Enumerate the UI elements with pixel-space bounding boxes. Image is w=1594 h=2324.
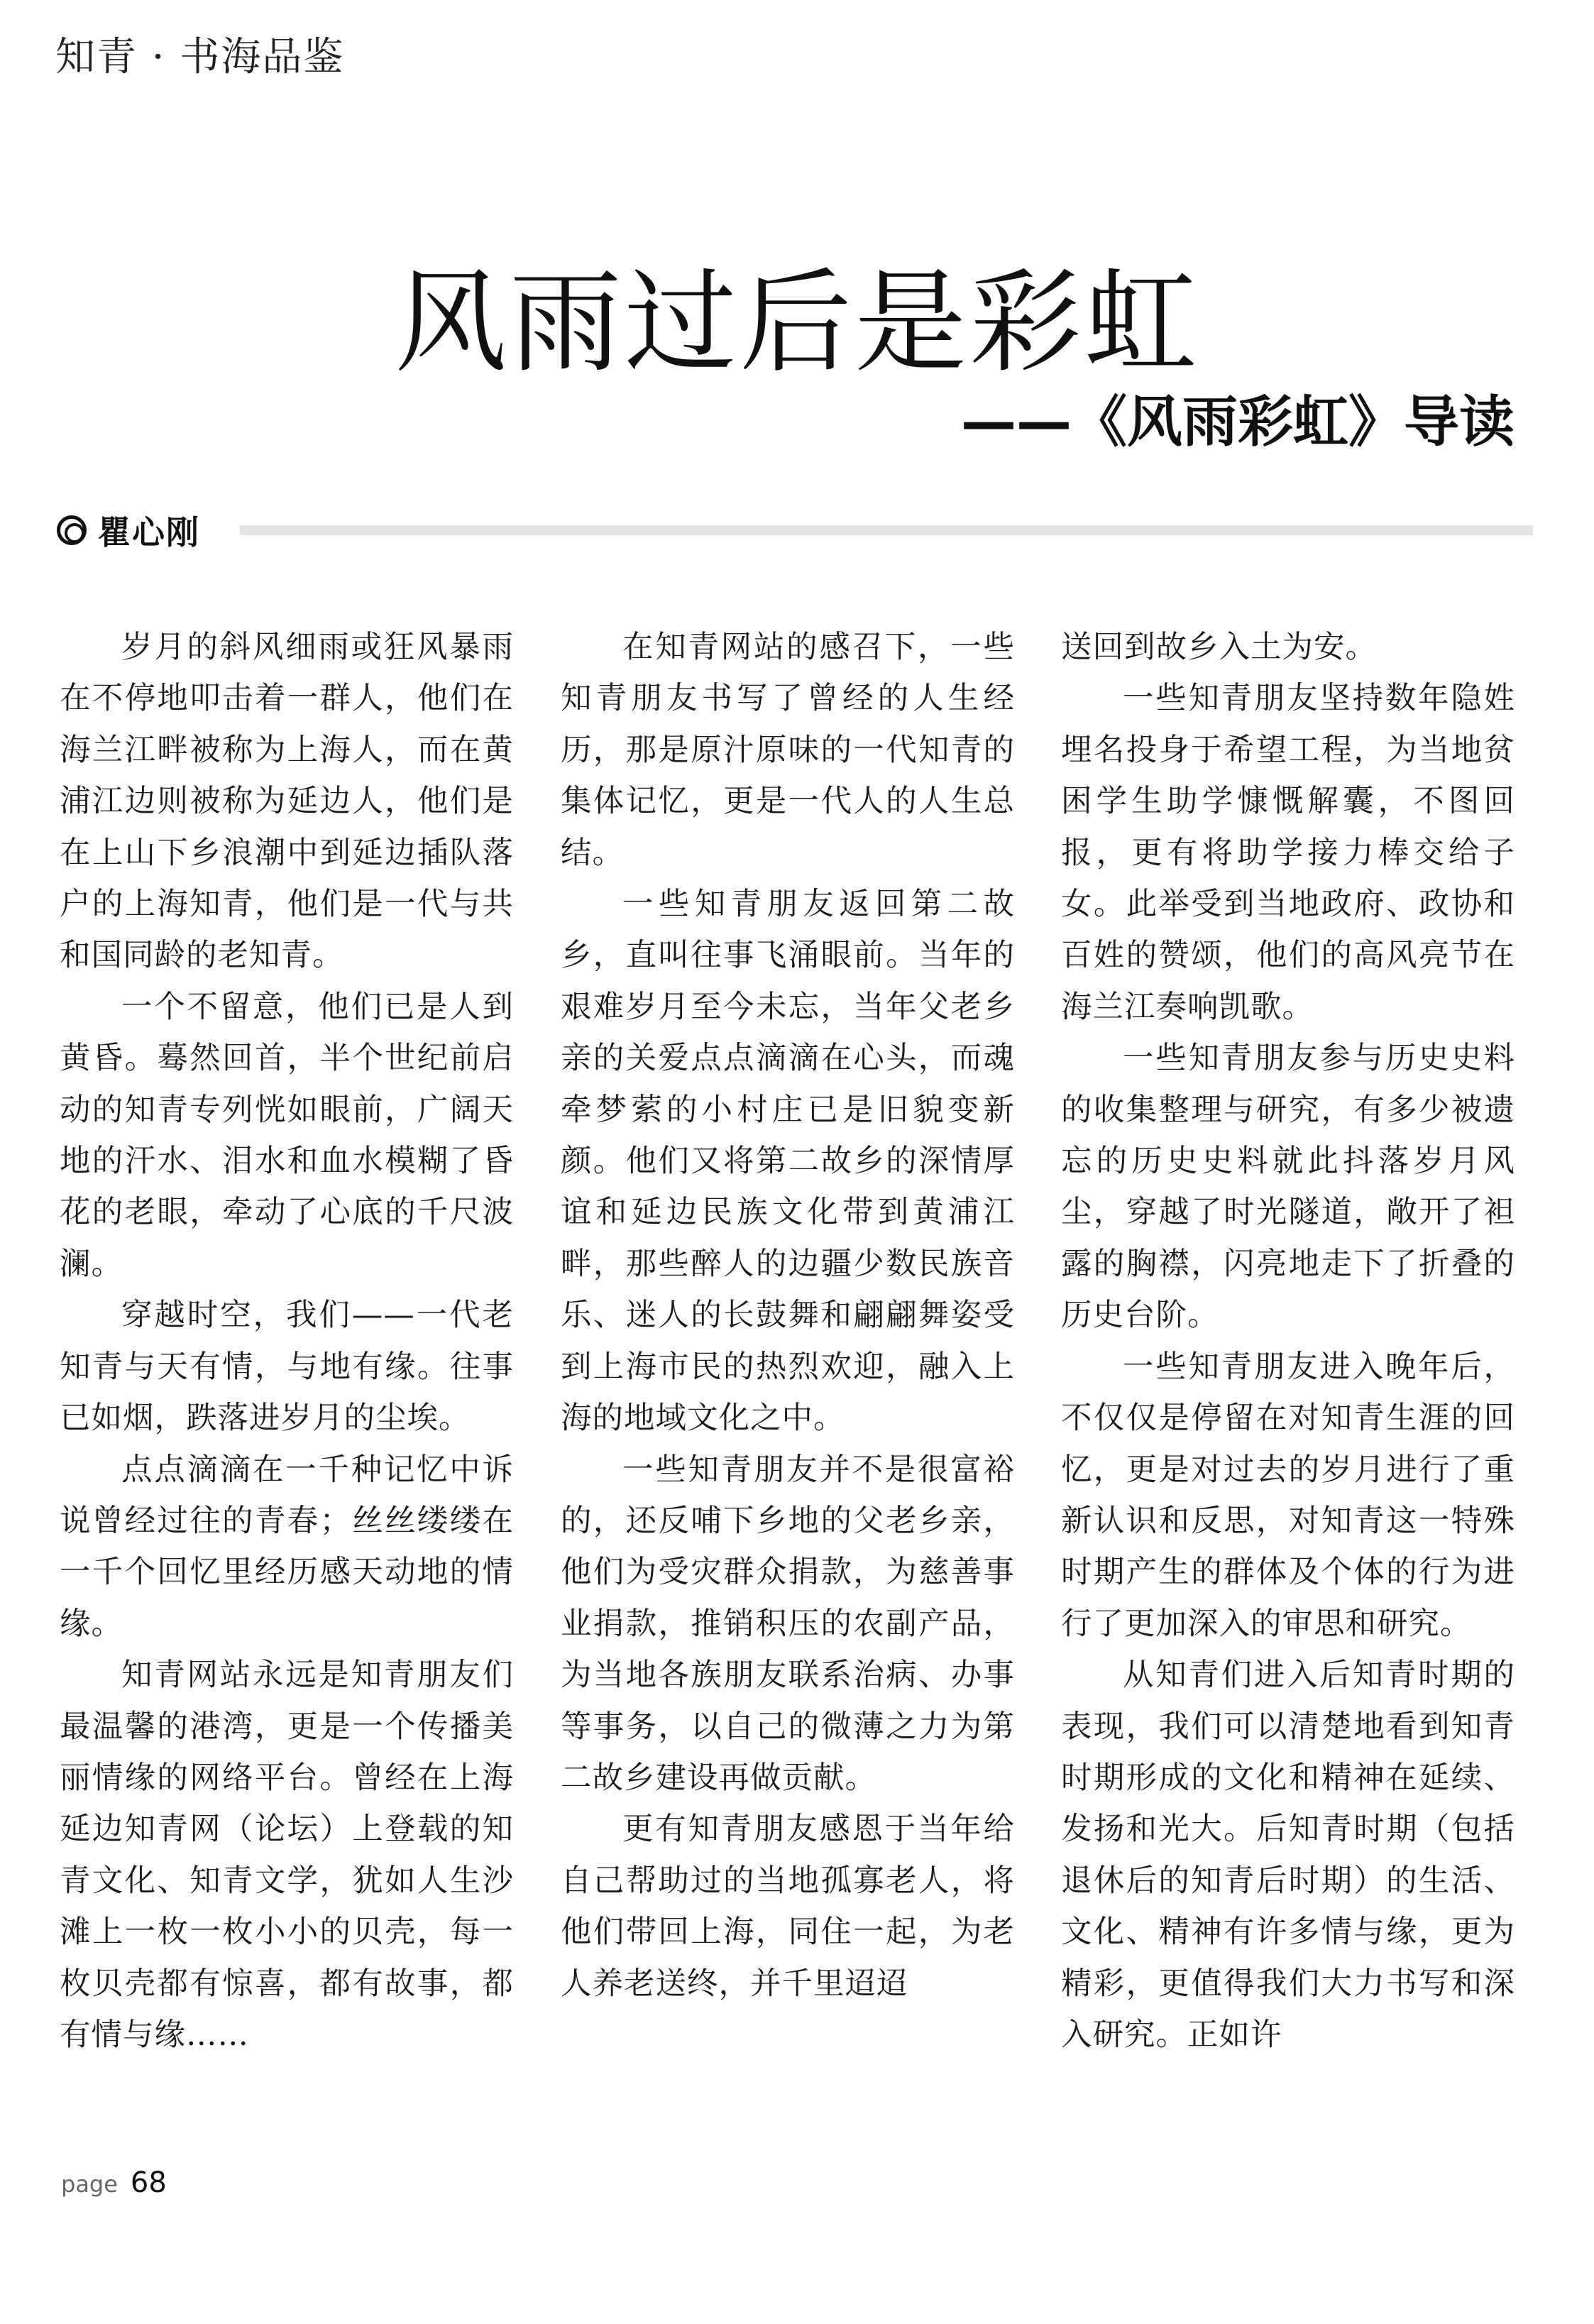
paragraph: 知青网站永远是知青朋友们最温馨的港湾，更是一个传播美丽情缘的网络平台。曾经在上海延边知青网（论坛）上登载的知青文化、知青文学，犹如人生沙滩上一枚一枚小小的贝壳，每一枚贝壳都有惊喜，都有故事，都有情与缘…… (60, 1657, 514, 2053)
paragraph: 穿越时空，我们——一代老知青与天有情，与地有缘。往事已如烟，跌落进岁月的尘埃。 (60, 1298, 514, 1437)
paragraph: 从知青们进入后知青时期的表现，我们可以清楚地看到知青时期形成的文化和精神在延续、发扬和光大。后知青时期（包括退休后的知青后时期）的生活、文化、精神有许多情与缘，更为精彩，更值得我们大力书写和深入研究。正如许 (1061, 1657, 1515, 2053)
paragraph: 在知青网站的感召下，一些知青朋友书写了曾经的人生经历，那是原汁原味的一代知青的集体记忆，更是一代人的人生总结。 (561, 630, 1015, 871)
page-label: page (61, 2171, 118, 2198)
page-footer (61, 2166, 167, 2199)
section-label: 知青 · 书海品鉴 (55, 34, 345, 80)
text-column-2 (561, 622, 1015, 2010)
page-number: 68 (130, 2166, 167, 2199)
header-divider (240, 525, 1533, 535)
text-column-1 (60, 622, 514, 2061)
paragraph: 一些知青朋友坚持数年隐姓埋名投身于希望工程，为当地贫困学生助学慷慨解囊，不图回报，更有将助学接力棒交给子女。此举受到当地政府、政协和百姓的赞颂，他们的高风亮节在海兰江奏响凯歌。 (1061, 681, 1515, 1025)
paragraph: 一些知青朋友进入晚年后，不仅仅是停留在对知青生涯的回忆，更是对过去的岁月进行了重新认识和反思，对知青这一特殊时期产生的群体及个体的行为进行了更加深入的审思和研究。 (1061, 1349, 1515, 1642)
paragraph: 岁月的斜风细雨或狂风暴雨在不停地叩击着一群人，他们在海兰江畔被称为上海人，而在黄浦江边则被称为延边人，他们是在上山下乡浪潮中到延边插队落户的上海知青，他们是一代与共和国同龄的老知青。 (60, 630, 514, 974)
paragraph-continued: 送回到故乡入土为安。 (1061, 630, 1377, 665)
paragraph: 点点滴滴在一千种记忆中诉说曾经过往的青春；丝丝缕缕在一千个回忆里经历感天动地的情缘。 (60, 1452, 514, 1642)
paragraph: 更有知青朋友感恩于当年给自己帮助过的当地孤寡老人，将他们带回上海，同住一起，为老人养老送终，并千里迢迢 (561, 1811, 1015, 2002)
author-name: 瞿心刚 (98, 513, 200, 552)
paragraph: 一些知青朋友并不是很富裕的，还反哺下乡地的父老乡亲，他们为受灾群众捐款，为慈善事业捐款，推销积压的农副产品，为当地各族朋友联系治病、办事等事务，以自己的微薄之力为第二故乡建设再做贡献。 (561, 1452, 1015, 1796)
article-subtitle: ——《风雨彩虹》导读 (960, 390, 1515, 454)
author-circle-icon (57, 515, 87, 545)
byline (57, 503, 200, 558)
paragraph: 一些知青朋友返回第二故乡，直叫往事飞涌眼前。当年的艰难岁月至今未忘，当年父老乡亲的关爱点点滴滴在心头，而魂牵梦萦的小村庄已是旧貌变新颜。他们又将第二故乡的深情厚谊和延边民族文化带到黄浦江畔，那些醉人的边疆少数民族音乐、迷人的长鼓舞和翩翩舞姿受到上海市民的热烈欢迎，融入上海的地域文化之中。 (561, 887, 1015, 1437)
paragraph: 一个不留意，他们已是人到黄昏。蓦然回首，半个世纪前启动的知青专列恍如眼前，广阔天地的汗水、泪水和血水模糊了昏花的老眼，牵动了心底的千尺波澜。 (60, 989, 514, 1282)
text-column-3 (1061, 622, 1515, 2061)
paragraph: 一些知青朋友参与历史史料的收集整理与研究，有多少被遗忘的历史史料就此抖落岁月风尘，穿越了时光隧道，敞开了袒露的胸襟，闪亮地走下了折叠的历史台阶。 (1061, 1041, 1515, 1334)
article-title: 风雨过后是彩虹 (395, 258, 1199, 388)
